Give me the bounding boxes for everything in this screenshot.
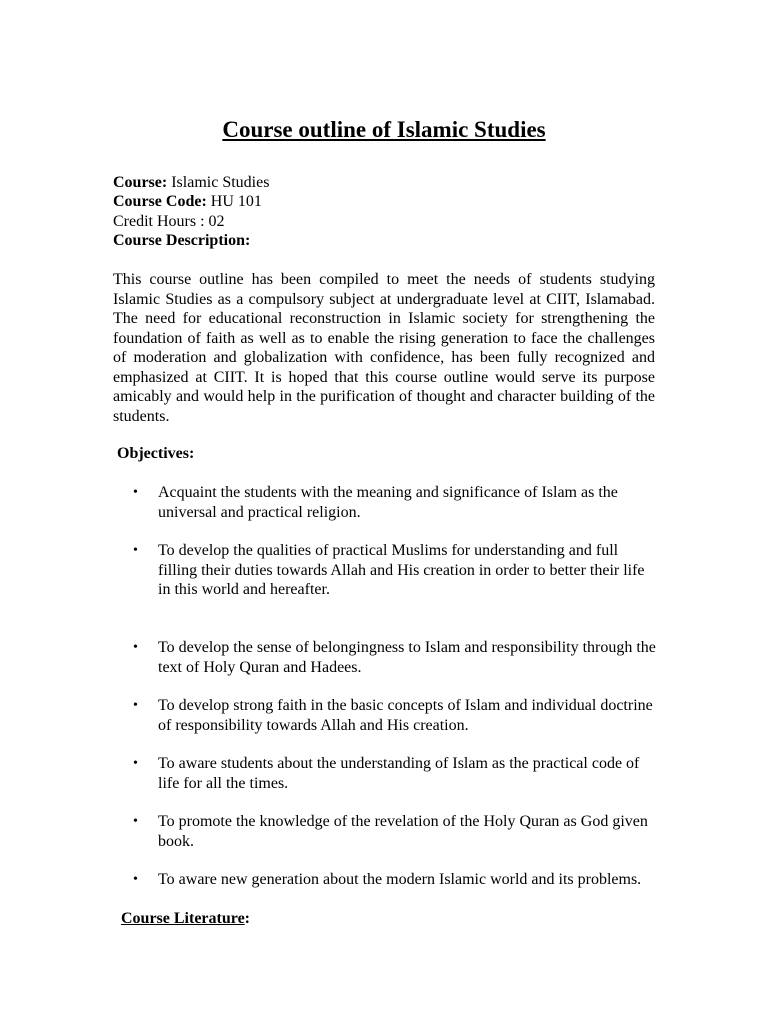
objective-text: To develop the sense of belongingness to Islam and responsibility through the text of Holy Quran and Hadees. — [158, 639, 656, 676]
objective-text: Acquaint the students with the meaning and significance of Islam as the universal and practical religion. — [158, 484, 618, 521]
bullet-icon: • — [133, 698, 138, 713]
course-line — [113, 173, 269, 192]
course-meta — [113, 173, 269, 251]
bullet-icon: • — [133, 814, 138, 829]
course-code-value: HU 101 — [206, 193, 262, 211]
credit-hours: Credit Hours : 02 — [113, 212, 225, 230]
bullet-icon: • — [133, 543, 138, 558]
course-value: Islamic Studies — [167, 174, 270, 191]
course-code-label: Course Code: — [113, 193, 207, 211]
bullet-icon: • — [133, 485, 138, 500]
objective-text: To develop the qualities of practical Muslims for understanding and full filling their duties towards Allah and His creation in order to better their life in this world and hereafter. — [158, 542, 645, 598]
course-code-line — [113, 192, 269, 211]
objective-text: To aware students about the understanding of Islam as the practical code of life for all the times. — [158, 755, 640, 792]
objectives-heading: Objectives: — [117, 445, 195, 462]
course-description-label: Course Description: — [113, 232, 251, 250]
page-title: Course outline of Islamic Studies — [222, 117, 546, 142]
course-description-label-line — [113, 231, 269, 250]
course-literature-colon: : — [244, 910, 250, 927]
course-literature-label: Course Literature — [121, 910, 245, 927]
objective-text: To aware new generation about the modern Islamic world and its problems. — [158, 871, 642, 888]
bullet-icon: • — [133, 872, 138, 887]
bullet-icon: • — [133, 756, 138, 771]
course-label: Course: — [113, 174, 168, 191]
objective-text: To promote the knowledge of the revelation of the Holy Quran as God given book. — [158, 813, 648, 850]
course-description: This course outline has been compiled to meet the needs of students studying Islamic Studies as a compulsory subject at undergraduate level at CIIT, Islamabad. The need for educational reconstruction in Islamic society for strengthening the foundation of faith as well as to enable the rising generation to face the challenges of moderation and globalization with confidence, has been fully recognized and emphasized at CIIT. It is hoped that this course outline would serve its purpose amicably and would help in the purification of thought and character building of the students. — [113, 271, 655, 425]
bullet-icon: • — [133, 640, 138, 655]
course-literature-heading — [121, 909, 250, 928]
objective-text: To develop strong faith in the basic concepts of Islam and individual doctrine of responsibility towards Allah and His creation. — [158, 697, 653, 734]
